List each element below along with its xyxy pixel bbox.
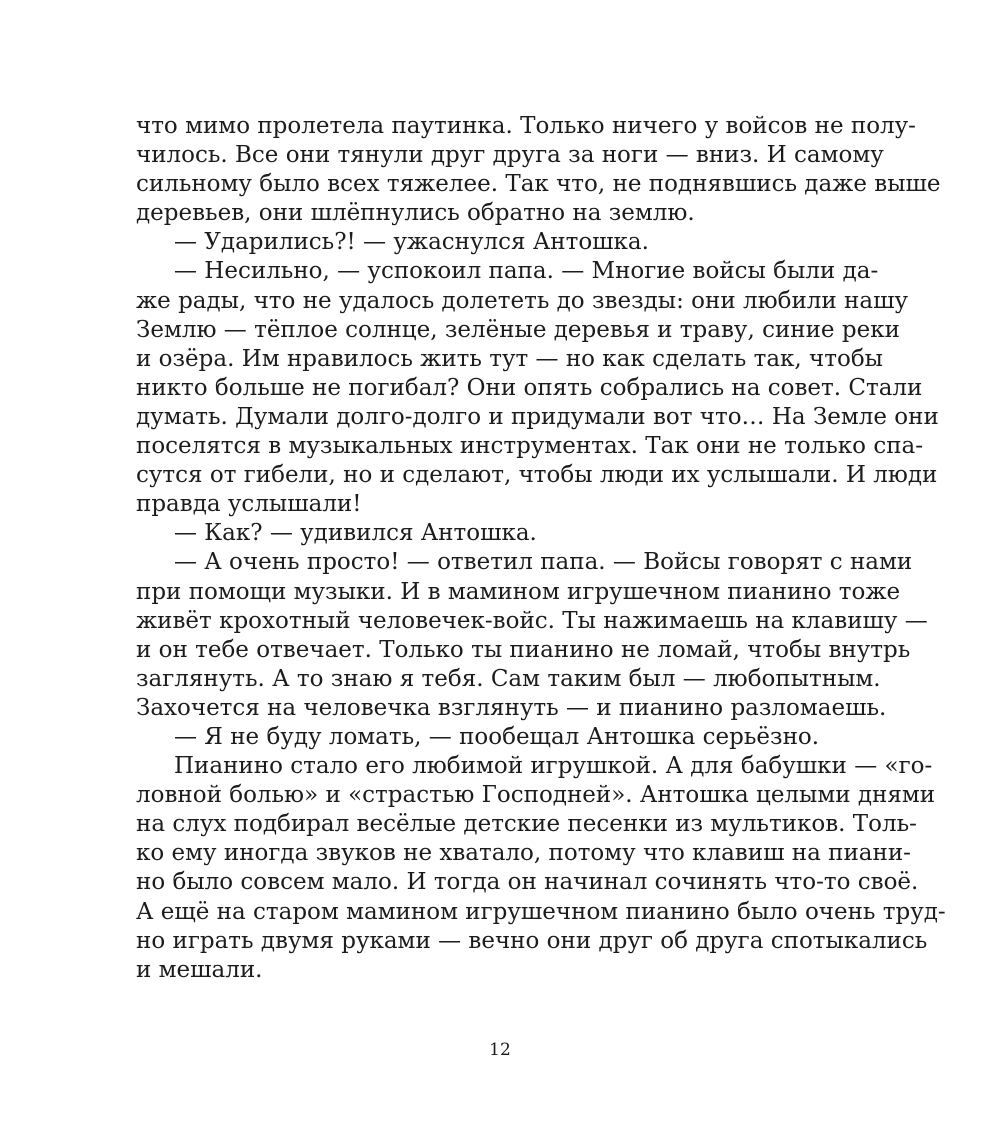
text-line: Пианино стало его любимой игрушкой. А для бабушки — «го- <box>174 753 933 780</box>
text-line: на слух подбирал весёлые детские песенки из мультиков. Толь- <box>136 811 917 838</box>
text-line: и он тебе отвечает. Только ты пианино не ломай, чтобы внутрь <box>136 636 911 663</box>
text-line: Землю — тёплое солнце, зелёные деревья и траву, синие реки <box>136 316 900 343</box>
text-line: — Как? — удивился Антошка. <box>174 520 537 547</box>
text-line: никто больше не погибал? Они опять собрались на совет. Стали <box>136 374 923 401</box>
text-line: ко ему иногда звуков не хватало, потому что клавиш на пиани- <box>136 840 911 867</box>
text-line: но играть двумя руками — вечно они друг об друга спотыкались <box>136 927 928 954</box>
text-line: деревьев, они шлёпнулись обратно на землю. <box>136 200 695 227</box>
text-line: что мимо пролетела паутинка. Только ничего у войсов не полу- <box>136 113 916 139</box>
text-line: — Я не буду ломать, — пообещал Антошка серьёзно. <box>174 723 820 750</box>
text-line: живёт крохотный человечек-войс. Ты нажимаешь на клавишу — <box>136 607 928 634</box>
page-number: 12 <box>489 1040 511 1060</box>
text-line: — А очень просто! — ответил папа. — Войсы говорят с нами <box>174 549 913 576</box>
text-line: чилось. Все они тянули друг друга за ноги — вниз. И самому <box>136 142 884 169</box>
text-line: заглянуть. А то знаю я тебя. Сам таким был — любопытным. <box>136 665 881 692</box>
text-line: — Ударились?! — ужаснулся Антошка. <box>174 229 649 256</box>
text-line: же рады, что не удалось долететь до звезды: они любили нашу <box>136 287 908 314</box>
text-line: Захочется на человечка взглянуть — и пианино разломаешь. <box>136 694 887 721</box>
text-line: правда услышали! <box>136 491 362 518</box>
text-line: и мешали. <box>136 956 263 983</box>
text-line: думать. Думали долго-долго и придумали вот что… На Земле они <box>136 403 939 430</box>
text-line: ловной болью» и «страстью Господней». Антошка целыми днями <box>136 782 936 809</box>
text-line: сильному было всех тяжелее. Так что, не поднявшись даже выше <box>136 171 941 198</box>
body-text <box>136 112 946 985</box>
text-line: при помощи музыки. И в мамином игрушечном пианино тоже <box>136 578 901 605</box>
text-line: сутся от гибели, но и сделают, чтобы люди их услышали. И люди <box>136 462 938 489</box>
text-line: поселятся в музыкальных инструментах. Так они не только спа- <box>136 433 924 460</box>
text-line: — Несильно, — успокоил папа. — Многие войсы были да- <box>174 258 879 285</box>
text-line: но было совсем мало. И тогда он начинал сочинять что-то своё. <box>136 869 919 896</box>
text-line: и озёра. Им нравилось жить тут — но как сделать так, чтобы <box>136 345 883 372</box>
text-line: А ещё на старом мамином игрушечном пианино было очень труд- <box>136 898 946 925</box>
